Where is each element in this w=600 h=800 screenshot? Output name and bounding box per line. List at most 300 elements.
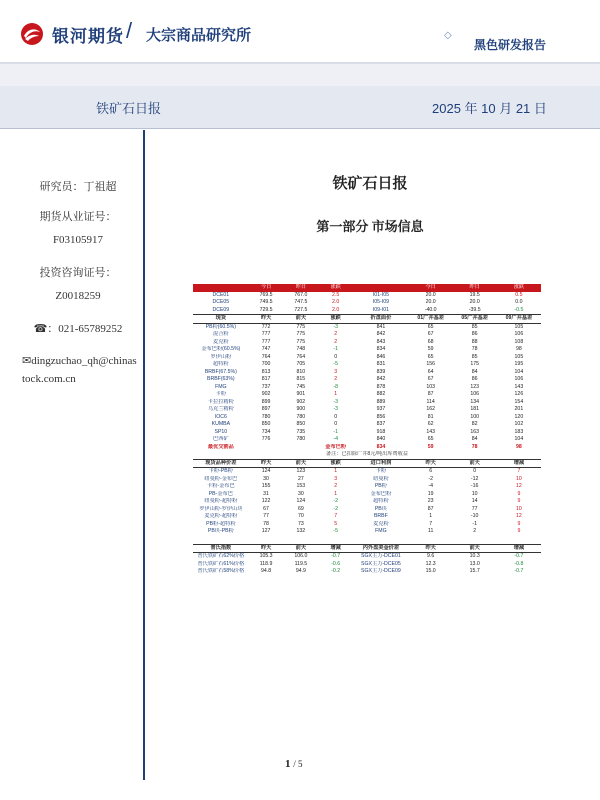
table-row: [193, 307, 541, 315]
table-cell: 23: [427, 498, 434, 504]
table-cell: 12: [515, 483, 522, 489]
table-cell: 85: [471, 323, 478, 330]
table-cell: 772: [261, 323, 271, 330]
table-cell: 2: [334, 376, 338, 382]
table-header-row: [193, 544, 541, 553]
table-cell: 840: [376, 436, 386, 442]
table-cell: 123: [296, 468, 306, 474]
table-cell: BRBF(67.5%): [204, 368, 237, 375]
table-cell: 78: [471, 443, 478, 450]
table-row: [193, 521, 541, 529]
table-row: [193, 444, 541, 452]
table-cell: 20.0: [469, 299, 480, 305]
table-cell: 金布巴粉: [370, 490, 392, 497]
report-date: 2025 年 10 月 21 日: [432, 101, 547, 116]
table-cell: -1: [333, 346, 338, 352]
table-cell: 735: [296, 428, 306, 435]
table-cell: 9: [517, 490, 521, 497]
table-cell: -5: [333, 361, 338, 367]
table-cell: 769.5: [259, 291, 273, 298]
table-cell: 747: [261, 346, 271, 352]
table-cell: 涨跌: [318, 284, 353, 292]
table-cell: 9.6: [427, 553, 435, 559]
table-cell: 1: [334, 490, 338, 497]
table-cell: 153: [296, 483, 306, 489]
table-cell: -40.0: [424, 306, 437, 313]
table-cell: 卡粉-金布巴: [207, 483, 235, 489]
table-cell: 涨跌: [318, 459, 353, 468]
table-row: [193, 361, 541, 369]
table-cell: 10.3: [469, 553, 480, 559]
table-cell: 918: [376, 428, 386, 435]
table-cell: 850: [261, 421, 271, 427]
table-cell: 734: [261, 428, 271, 435]
table-cell: 119.5: [294, 560, 308, 567]
company-name: 银河期货: [52, 27, 124, 46]
table-cell: 1: [334, 391, 338, 397]
table-cell: 3: [334, 368, 338, 375]
table-cell: 6: [429, 468, 433, 474]
table-cell: 9: [517, 528, 521, 534]
table-cell: 846: [376, 353, 386, 360]
table-spacer-row: [193, 536, 541, 545]
table-cell: -4: [333, 436, 338, 442]
table-cell: BRBF(63%): [206, 376, 235, 382]
table-cell: -0.5: [514, 306, 524, 313]
header-separator: /: [126, 18, 133, 43]
table-cell: 纽曼粉-金布巴: [204, 475, 238, 482]
table-row: [193, 384, 541, 392]
email-address[interactable]: ✉dingzuchao_qh@chinastock.com.cn: [22, 355, 137, 385]
table-row: [193, 506, 541, 514]
table-cell: 815: [296, 376, 306, 382]
table-cell: 最优交割品: [207, 443, 234, 450]
table-cell: -0.6: [331, 560, 341, 567]
table-row: [193, 436, 541, 444]
table-cell: 78: [471, 346, 478, 352]
table-row: [193, 491, 541, 499]
table-cell: 昨日: [283, 284, 318, 292]
table-cell: 747.5: [294, 299, 308, 305]
table-cell: 乌克兰精粉: [207, 406, 234, 412]
table-cell: 10: [515, 505, 522, 512]
page-current: 1: [285, 758, 291, 770]
phone-number: ☎：021-65789252: [33, 323, 123, 335]
table-cell: 金布巴粉(60.5%): [201, 346, 241, 352]
table-cell: 777: [261, 338, 271, 345]
table-cell: 98: [515, 346, 522, 352]
table-note-row: [193, 451, 541, 459]
table-cell: DCE01: [212, 291, 230, 298]
table-cell: 82: [471, 421, 478, 427]
table-cell: -0.7: [514, 568, 524, 574]
table-row: [193, 391, 541, 399]
table-cell: 897: [261, 406, 271, 412]
table-cell: 今日: [249, 284, 284, 292]
table-cell: 842: [376, 331, 386, 337]
table-cell: 155: [261, 483, 271, 489]
table-cell: 841: [376, 323, 386, 330]
table-cell: PB粉: [374, 483, 387, 489]
futures-cert-number: F03105917: [52, 234, 104, 246]
institute-name: 大宗商品研究所: [146, 27, 252, 44]
table-cell: 59: [427, 346, 434, 352]
table-row: [193, 299, 541, 307]
table-cell: 856: [376, 413, 386, 420]
table-cell: [353, 284, 409, 292]
table-cell: -3: [333, 323, 338, 330]
table-cell: 麦克粉-超特粉: [204, 513, 238, 519]
table-cell: 昨天: [249, 544, 284, 553]
table-row: [193, 414, 541, 422]
table-cell: 14: [471, 498, 478, 504]
table-cell: 775: [296, 323, 306, 330]
table-cell: 134: [470, 398, 479, 405]
table-cell: KUMBA: [211, 421, 231, 427]
table-cell: 30: [297, 490, 304, 497]
table-row: [193, 323, 541, 331]
table-cell: -1: [333, 428, 338, 435]
table-row: [193, 561, 541, 569]
futures-cert-group: [18, 208, 138, 246]
table-cell: 15.0: [425, 568, 436, 574]
table-cell: 777: [261, 331, 271, 337]
table-cell: 0: [473, 468, 477, 474]
table-cell: 罗伊山粉: [210, 353, 232, 360]
table-cell: -3: [333, 406, 338, 412]
table-cell: 19: [427, 490, 434, 497]
table-cell: 73: [297, 520, 304, 527]
table-cell: 705: [296, 361, 306, 367]
table-cell: SGX主力-DCE09: [361, 568, 401, 574]
table-row: [193, 346, 541, 354]
table-cell: 11: [427, 528, 434, 534]
table-cell: FMG: [375, 528, 387, 534]
page-total: / 5: [293, 759, 303, 769]
table-cell: 3: [334, 475, 338, 482]
table-cell: 100: [470, 413, 479, 420]
table-cell: 涨跌: [497, 284, 541, 292]
table-cell: 20.0: [425, 299, 436, 305]
table-cell: 764: [296, 353, 306, 360]
table-spacer: [193, 536, 541, 545]
table-cell: 今日: [409, 284, 453, 292]
table-cell: -2: [333, 498, 338, 504]
table-cell: 卡拉拉精粉: [207, 398, 234, 405]
table-cell: 纽曼粉-超特粉: [204, 498, 238, 504]
table-cell: 843: [376, 338, 386, 345]
table-cell: 69: [297, 505, 304, 512]
sidebar-divider: [143, 130, 145, 780]
table-cell: 775: [296, 338, 306, 345]
table-cell: 麦克粉: [373, 520, 389, 527]
table-cell: 127: [261, 528, 271, 534]
table-cell: 87: [427, 391, 434, 397]
table-cell: 65: [427, 323, 434, 330]
table-cell: 813: [261, 368, 271, 375]
invest-cert-group: [18, 264, 138, 302]
table-cell: -5: [333, 528, 338, 534]
table-cell: IOC6: [214, 413, 227, 420]
table-cell: 124: [296, 498, 306, 504]
table-cell: 106: [514, 376, 524, 382]
table-cell: 增减: [497, 459, 541, 468]
table-cell: 882: [376, 391, 386, 397]
table-cell: 105: [514, 323, 524, 330]
table-row: [193, 406, 541, 414]
table-cell: 12.3: [425, 560, 436, 567]
table-cell: -0.7: [514, 553, 524, 559]
table-row: [193, 553, 541, 561]
galaxy-logo-icon: [20, 22, 44, 46]
table-cell: 94.9: [295, 568, 306, 574]
table-cell: PB粉(60.5%): [205, 323, 236, 330]
main-title: 铁矿石日报: [332, 176, 408, 192]
table-cell: 729.5: [259, 306, 273, 313]
table-cell: 88: [471, 338, 478, 345]
table-cell: 106.0: [294, 553, 308, 559]
table-row: [193, 498, 541, 506]
table-cell: 700: [261, 361, 271, 367]
table-row: [193, 354, 541, 362]
table-cell: 118.9: [259, 560, 273, 567]
table-cell: 5: [334, 520, 338, 527]
table-cell: 普氏指数: [193, 544, 249, 553]
table-cell: 0.0: [515, 299, 523, 305]
table-cell: 折盘面价: [353, 315, 409, 324]
table-cell: -0.8: [514, 560, 524, 567]
table-row: [193, 421, 541, 429]
table-row: [193, 331, 541, 339]
header-band: [0, 64, 600, 86]
table-cell: BRBF: [373, 513, 388, 519]
table-cell: 106: [470, 391, 479, 397]
market-data-table: [193, 284, 541, 576]
table-cell: 增减: [497, 544, 541, 553]
table-cell: 01广井基差: [409, 315, 453, 324]
table-cell: SGX主力-DCE01: [361, 553, 401, 559]
table-header-row: [193, 459, 541, 468]
table-cell: 10: [471, 490, 478, 497]
table-row: [193, 568, 541, 576]
table-cell: 77: [471, 505, 478, 512]
table-cell: 12: [515, 513, 522, 519]
table-cell: 834: [376, 443, 386, 450]
table-cell: 20.0: [425, 291, 436, 298]
table-cell: 86: [471, 376, 478, 382]
table-cell: 77: [263, 513, 269, 519]
table-cell: 10: [515, 475, 522, 482]
table-cell: 9: [517, 520, 521, 527]
table-cell: 937: [376, 406, 386, 412]
table-cell: 102: [514, 421, 524, 427]
table-row: [193, 369, 541, 377]
table-cell: -4: [428, 483, 433, 489]
table-cell: 1: [334, 468, 338, 474]
table-cell: 767.0: [294, 291, 308, 298]
table-cell: 09广井基差: [497, 315, 541, 324]
table-row: [193, 339, 541, 347]
table-cell: 纽曼粉: [373, 475, 389, 482]
table-cell: 13.0: [469, 560, 480, 567]
table-cell: 0: [334, 413, 338, 420]
table-cell: 卡粉-PB粉: [208, 468, 233, 474]
table-cell: 增减: [318, 544, 353, 553]
table-cell: 114: [426, 398, 435, 405]
table-cell: 105.3: [259, 553, 273, 559]
section-title: 第一部分 市场信息: [316, 219, 424, 234]
table-cell: 65: [427, 436, 434, 442]
table-cell: -39.5: [468, 306, 481, 313]
table-cell: SGX主力-DCE05: [361, 560, 401, 567]
table-cell: 巴西矿: [213, 436, 229, 442]
table-cell: 780: [296, 413, 306, 420]
table-cell: I01-I05: [372, 291, 389, 298]
table-cell: 201: [514, 406, 524, 412]
table-cell: 内外盘美金价差: [353, 544, 409, 553]
table-cell: 0.5: [515, 291, 523, 298]
table-cell: 前天: [283, 544, 318, 553]
table-cell: 2.5: [332, 291, 340, 298]
title-bar-divider: [0, 128, 600, 129]
table-cell: 902: [296, 398, 306, 405]
table-cell: 前天: [283, 459, 318, 468]
table-cell: [193, 284, 249, 292]
table-cell: 15.7: [469, 568, 480, 574]
table-cell: 775: [296, 331, 306, 337]
table-row: [193, 376, 541, 384]
table-cell: 899: [261, 398, 271, 405]
table-cell: 842: [376, 376, 386, 382]
table-cell: 昨天: [249, 459, 284, 468]
table-cell: -2: [428, 475, 433, 482]
table-cell: 84: [471, 368, 478, 375]
table-row: [193, 513, 541, 521]
table-cell: 普氏铁矿石61%价格: [197, 560, 245, 567]
table-cell: 2: [334, 331, 338, 337]
table-cell: 98: [515, 443, 522, 450]
table-cell: 831: [376, 361, 386, 367]
table-cell: 143: [426, 428, 435, 435]
table-cell: 65: [427, 353, 434, 360]
table-cell: 780: [261, 413, 271, 420]
table-cell: 839: [376, 368, 386, 375]
table-cell: 普氏铁矿石58%价格: [197, 568, 245, 574]
table-cell: 0: [334, 353, 338, 360]
table-cell: 834: [376, 346, 386, 352]
table-cell: 837: [376, 421, 386, 427]
table-cell: 105: [514, 353, 524, 360]
table-cell: -12: [470, 475, 479, 482]
invest-cert-number: Z0018259: [55, 290, 101, 302]
table-cell: -8: [333, 383, 338, 390]
table-cell: 昨日: [453, 284, 497, 292]
table-cell: 108: [514, 338, 524, 345]
table-cell: 2: [473, 528, 477, 534]
table-cell: 30: [263, 475, 269, 482]
table-cell: 前天: [453, 544, 497, 553]
table-cell: 现货: [193, 315, 249, 324]
table-cell: PB-金布巴: [208, 490, 233, 497]
table-cell: 183: [514, 428, 524, 435]
table-cell: 748: [296, 346, 306, 352]
title-bar: [0, 86, 600, 128]
table-cell: -16: [470, 483, 479, 489]
table-row: [193, 528, 541, 536]
table-cell: 143: [514, 383, 524, 390]
table-cell: 776: [261, 436, 271, 442]
page-number: [285, 758, 303, 770]
table-cell: 850: [296, 421, 306, 427]
table-cell: 764: [261, 353, 271, 360]
report-type: 黑色研发报告: [474, 38, 547, 52]
table-cell: 9: [517, 498, 521, 504]
table-cell: 195: [514, 361, 524, 367]
table-header-row: [193, 284, 541, 292]
table-cell: 104: [514, 368, 524, 375]
table-cell: 817: [261, 376, 271, 382]
report-name: 铁矿石日报: [96, 101, 162, 116]
table-cell: 84: [471, 436, 478, 442]
table-cell: 67: [427, 331, 434, 337]
table-cell: 175: [470, 361, 479, 367]
table-cell: 181: [470, 406, 479, 412]
table-cell: 62: [427, 421, 434, 427]
table-cell: -0.7: [331, 553, 341, 559]
table-cell: 7: [517, 468, 521, 474]
table-cell: 103: [426, 383, 435, 390]
table-cell: 889: [376, 398, 386, 405]
table-cell: 前天: [283, 315, 318, 324]
table-cell: 7: [429, 520, 433, 527]
table-cell: 86: [471, 331, 478, 337]
table-cell: 67: [263, 505, 269, 512]
table-cell: 104: [514, 436, 524, 442]
table-cell: 780: [296, 436, 306, 442]
table-cell: 麦克粉: [213, 338, 229, 345]
table-cell: 900: [296, 406, 306, 412]
table-cell: 2: [334, 483, 338, 489]
table-cell: 122: [261, 498, 271, 504]
table-cell: 2.0: [332, 299, 340, 305]
table-cell: 85: [471, 353, 478, 360]
table-cell: 727.5: [294, 306, 308, 313]
table-cell: 05广井基差: [453, 315, 497, 324]
table-cell: 120: [514, 413, 524, 420]
table-cell: -0.2: [331, 568, 341, 574]
table-cell: 1: [429, 513, 433, 519]
table-row: [193, 476, 541, 484]
table-cell: -3: [333, 398, 338, 405]
table-row: [193, 399, 541, 407]
table-cell: DCE05: [212, 299, 230, 305]
table-cell: 68: [427, 338, 434, 345]
table-cell: 进口利润: [353, 459, 409, 468]
table-cell: FMG: [215, 383, 227, 390]
table-cell: 卡粉: [215, 391, 227, 397]
table-cell: 749.5: [259, 299, 273, 305]
table-cell: 卡粉: [375, 468, 387, 474]
table-cell: 745: [296, 383, 306, 390]
table-cell: [249, 444, 284, 452]
table-cell: PB块-PB粉: [207, 528, 234, 534]
table-cell: 7: [334, 513, 338, 519]
diamond-icon: ◇: [444, 30, 452, 41]
table-cell: 126: [514, 391, 524, 397]
table-cell: 70: [297, 513, 304, 519]
table-cell: -1: [472, 520, 477, 527]
table-cell: 156: [426, 361, 435, 367]
